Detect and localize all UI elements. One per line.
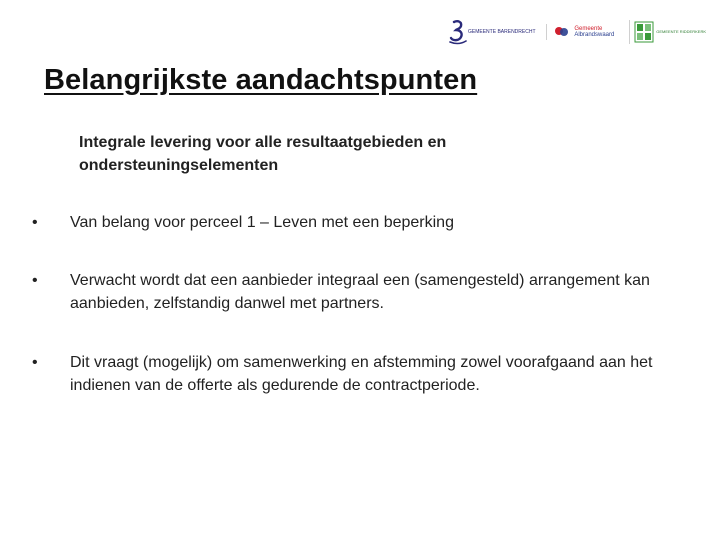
- bullet-text: Van belang voor perceel 1 – Leven met een beperking: [70, 214, 454, 231]
- bullet-text: Dit vraagt (mogelijk) om samenwerking en afstemming zowel voorafgaand aan het indienen van de offerte als gedurende de contractperiode.: [70, 354, 653, 394]
- albrandswaard-logo-icon: [553, 24, 571, 40]
- barendrecht-logo: [448, 19, 540, 45]
- slide-title: Belangrijkste aandachtspunten: [44, 64, 478, 96]
- bullet-marker: •: [32, 354, 38, 371]
- ridderkerk-logo-text: GEMEENTE RIDDERKERK: [656, 29, 707, 34]
- bullet-marker: •: [32, 214, 38, 231]
- bullet-item: [32, 351, 692, 397]
- albrandswaard-logo-line1: Gemeente: [574, 26, 603, 32]
- albrandswaard-logo-line2: Albrandswaard: [574, 32, 615, 38]
- barendrecht-logo-text: GEMEENTE BARENDRECHT: [468, 29, 536, 35]
- albrandswaard-logo: [546, 24, 625, 40]
- bullet-item: [32, 269, 692, 315]
- slide-subtitle: Integrale levering voor alle resultaatgebieden en ondersteuningselementen: [79, 134, 447, 174]
- barendrecht-b-logo-icon: [448, 19, 468, 45]
- bullet-item: [32, 211, 692, 234]
- ridderkerk-logo: [629, 20, 710, 44]
- bullet-marker: •: [32, 272, 38, 289]
- bullet-text: Verwacht wordt dat een aanbieder integraal een (samengesteld) arrangement kan aanbieden, zelfstandig danwel met partners.: [70, 272, 650, 312]
- ridderkerk-logo-icon: [634, 20, 654, 44]
- logo-strip: [448, 12, 710, 52]
